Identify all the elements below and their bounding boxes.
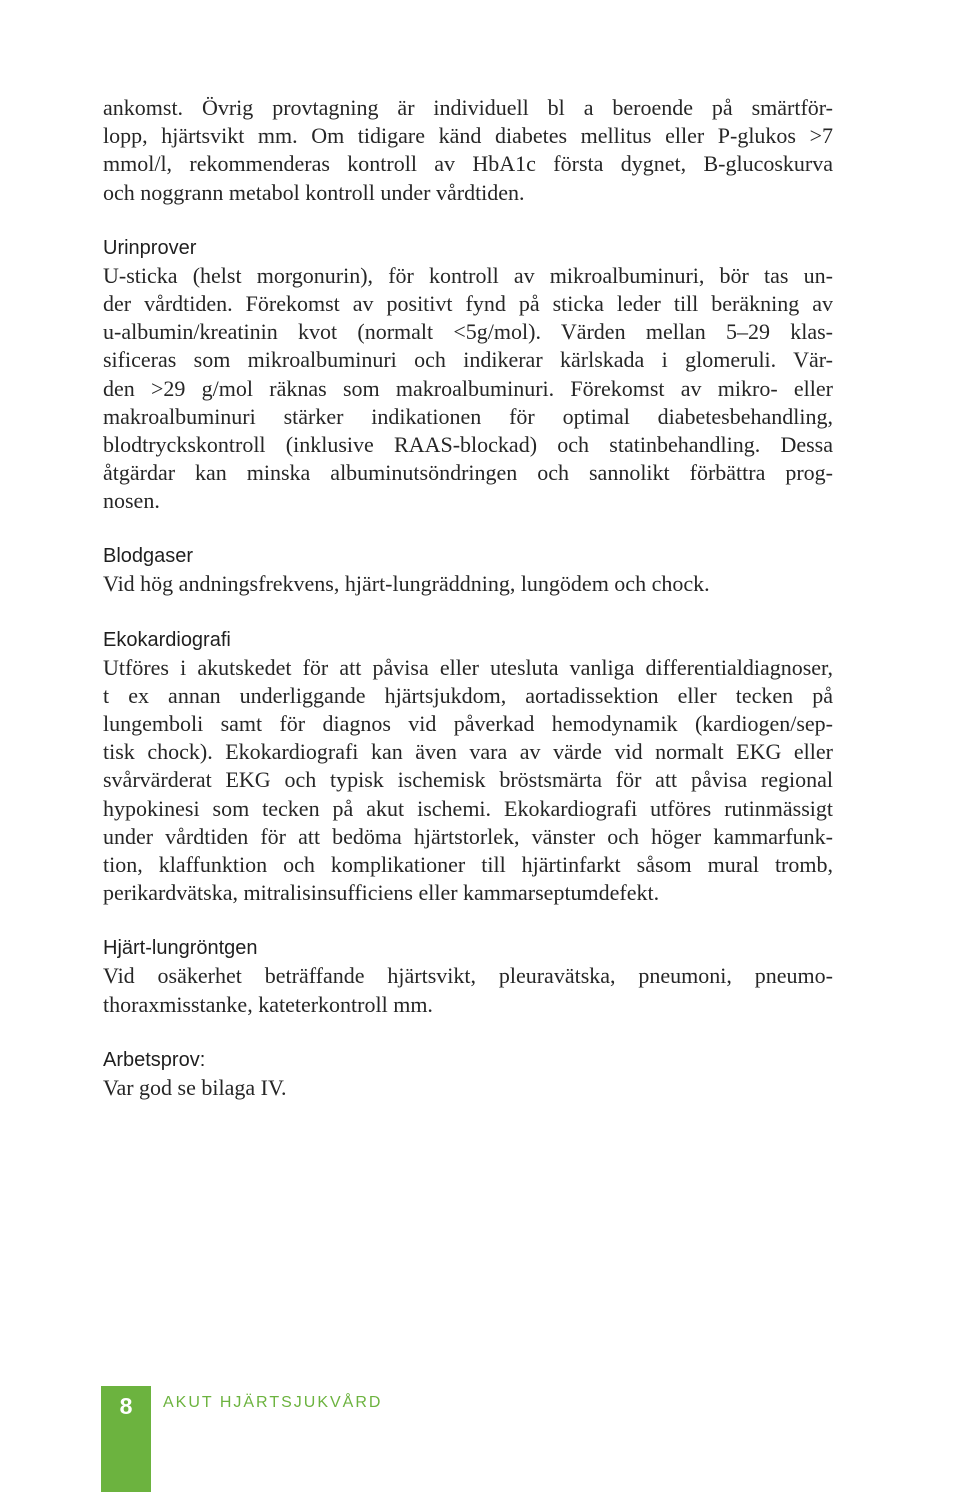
text-line: blodtryckskontroll (inklusive RAAS-blockad) och statinbehandling. Dessa (103, 431, 833, 457)
text-line: nosen. (103, 488, 160, 514)
text-line: U-sticka (helst morgonurin), för kontroll av mikroalbuminuri, bör tas un- (103, 262, 833, 288)
text-line: Vid hög andningsfrekvens, hjärt-lungräddning, lungödem och chock. (103, 571, 710, 597)
text-line: åtgärdar kan minska albuminutsöndringen och sannolikt förbättra prog- (103, 460, 833, 486)
text-line: svårvärderat EKG och typisk ischemisk bröstsmärta för att påvisa regional (103, 767, 833, 793)
text-line: u-albumin/kreatinin kvot (normalt <5g/mol). Värden mellan 5–29 klas- (103, 319, 833, 345)
text-line: Utföres i akutskedet för att påvisa eller utesluta vanliga differentialdiagnoser, (103, 654, 833, 680)
text-line: sificeras som mikroalbuminuri och indikerar kärlskada i glomeruli. Vär- (103, 347, 833, 373)
section-heading: Hjärt-lungröntgen (103, 937, 258, 960)
section-heading: Ekokardiografi (103, 628, 231, 651)
section-blodgaser (103, 542, 833, 598)
text-line: den >29 g/mol räknas som makroalbuminuri. Förekomst av mikro- eller (103, 375, 833, 401)
text-line: under vårdtiden för att bedöma hjärtstorlek, vänster och höger kammarfunk- (103, 823, 833, 849)
text-line: lungemboli samt för diagnos vid påverkad hemodynamik (kardiogen/sep- (103, 711, 833, 736)
page-content (103, 94, 833, 1102)
text-line: lopp, hjärtsvikt mm. Om tidigare känd diabetes mellitus eller P-glukos >7 (103, 123, 833, 149)
section-hjart-lungrontgen (103, 934, 833, 1018)
section-heading: Arbetsprov: (103, 1048, 206, 1071)
text-line: och noggrann metabol kontroll under vårdtiden. (103, 179, 525, 205)
running-footer-title: AKUT HJÄRTSJUKVÅRD (163, 1394, 383, 1411)
section-urinprover (103, 234, 833, 516)
text-line: tisk chock). Ekokardiografi kan även vara av värde vid normalt EKG eller (103, 739, 833, 765)
section-heading: Urinprover (103, 236, 197, 259)
text-line: mmol/l, rekommenderas kontroll av HbA1c första dygnet, B-glucoskurva (103, 151, 833, 177)
text-line: Vid osäkerhet beträffande hjärtsvikt, pleuravätska, pneumoni, pneumo- (103, 963, 833, 989)
text-line: Var god se bilaga IV. (103, 1074, 287, 1100)
text-line: makroalbuminuri stärker indikationen för optimal diabetesbehandling, (103, 403, 833, 429)
intro-paragraph (103, 94, 833, 207)
text-line: thoraxmisstanke, kateterkontroll mm. (103, 991, 433, 1017)
text-line: t ex annan underliggande hjärtsjukdom, aortadissektion eller tecken på (103, 682, 833, 708)
section-ekokardiografi (103, 626, 833, 908)
page-number: 8 (119, 1393, 133, 1419)
text-line: hypokinesi som tecken på akut ischemi. Ekokardiografi utföres rutinmässigt (103, 795, 833, 821)
section-arbetsprov (103, 1046, 833, 1102)
section-heading: Blodgaser (103, 545, 194, 568)
text-line: der vårdtiden. Förekomst av positivt fynd på sticka leder till beräkning av (103, 290, 833, 316)
text-line: perikardvätska, mitralisinsufficiens eller kammarseptumdefekt. (103, 880, 660, 906)
text-line: tion, klaffunktion och komplikationer till hjärtinfarkt såsom mural tromb, (103, 851, 833, 877)
text-line: ankomst. Övrig provtagning är individuell bl a beroende på smärtför- (103, 95, 833, 120)
